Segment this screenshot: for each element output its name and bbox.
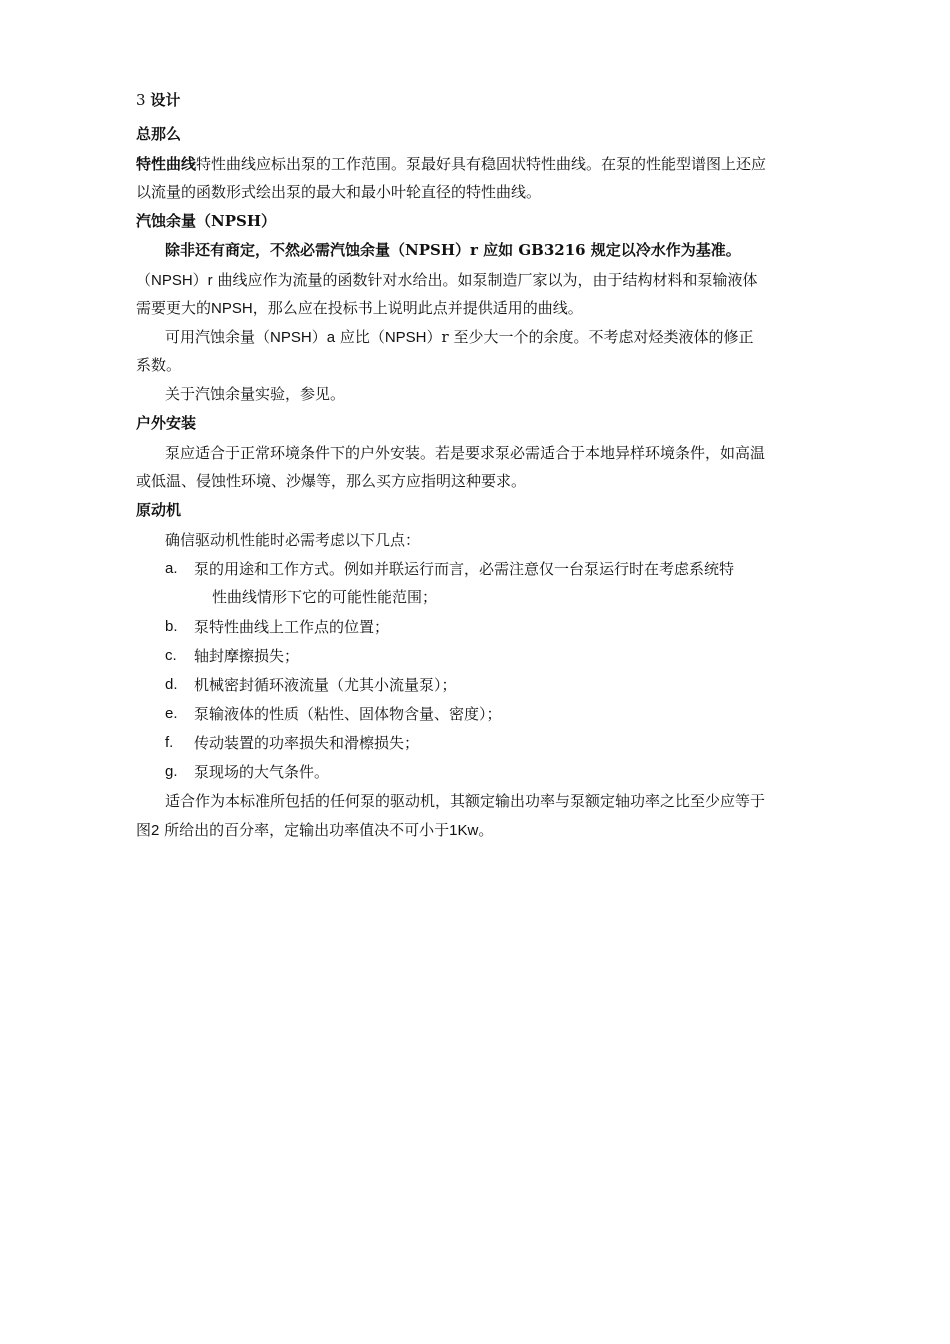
closing-text-a: 图 [136, 821, 152, 839]
npsh-code: NPSH [384, 329, 427, 346]
list-text: 泵输液体的性质（粘性、固体物含量、密度）； [194, 705, 502, 723]
power-value: 1Kw [449, 822, 479, 839]
npsh-p2-text-b: 应比（ [335, 328, 385, 346]
npsh-p1-text: 曲线应作为流量的函数针对水给出。如泵制造厂家以为，由于结构材料和泵输液体 [212, 271, 758, 289]
driver-heading: 原动机 [136, 501, 182, 519]
list-text: 轴封摩擦损失； [194, 647, 300, 665]
list-marker: b. [165, 618, 178, 635]
list-text: 泵现场的大气条件。 [194, 763, 330, 781]
outdoor-line-2: 或低温、侵蚀性环境、沙爆等，那么买方应指明这种要求。 [136, 472, 527, 490]
section-title: 设计 [150, 91, 181, 109]
list-text: 传动装置的功率损失和滑檫损失； [194, 734, 420, 752]
list-text: 泵特性曲线上工作点的位置； [194, 618, 390, 636]
list-marker: g. [165, 763, 178, 780]
list-marker: f. [165, 734, 174, 751]
npsh-p3: 关于汽蚀余量实验，参见。 [165, 385, 346, 403]
driver-intro: 确信驱动机性能时必需考虑以下几点： [165, 531, 421, 549]
outdoor-line-1: 泵应适合于正常环境条件下的户外安装。若是要求泵必需适合于本地异样环境条件，如高温 [165, 444, 766, 462]
outdoor-heading: 户外安装 [136, 414, 197, 432]
list-text-continuation: 性曲线情形下它的可能性能范围； [212, 588, 438, 606]
npsh-heading: 汽蚀余量（NPSH） [136, 212, 276, 230]
npsh-p1-text-b: ，那么应在投标书上说明此点并提供适用的曲线。 [252, 299, 583, 317]
figure-number: 2 [151, 822, 160, 839]
list-text: 机械密封循环液流量（尤其小流量泵）； [194, 676, 457, 694]
npsh-p1-line-1 [136, 270, 757, 291]
npsh-code: NPSH [211, 300, 253, 317]
general-heading: 总那么 [136, 125, 182, 143]
closing-text-b: 所给出的百分率，定输出功率值决不可小于 [159, 821, 450, 839]
list-text: 泵的用途和工作方式。例如并联运行而言，必需注意仅一台泵运行时在考虑系统特 [194, 560, 735, 578]
npsh-p2-text-c: ）r 至少大一个的余度。不考虑对烃类液体的修正 [426, 328, 754, 346]
npsh-p2-line-1 [165, 327, 753, 348]
curve-paragraph-line-1 [136, 154, 766, 174]
npsh-p1-line-2 [136, 298, 583, 319]
list-marker: d. [165, 676, 178, 693]
npsh-bold-line: 除非还有商定，不然必需汽蚀余量（NPSH）r 应如 GB3216 规定以冷水作为基准。 [165, 241, 741, 259]
curve-paragraph-line-2: 以流量的函数形式绘出泵的最大和最小叶轮直径的特性曲线。 [136, 183, 542, 201]
list-marker: e. [165, 705, 178, 722]
npsh-code: （NPSH）r [136, 272, 213, 289]
npsh-p2-text-a: 可用汽蚀余量（ [165, 328, 271, 346]
npsh-p1-text-a: 需要更大的 [136, 299, 212, 317]
list-marker: c. [165, 647, 177, 664]
driver-closing-line-1: 适合作为本标准所包括的任何泵的驱动机，其额定输出功率与泵额定轴功率之比至少应等于 [165, 792, 766, 810]
driver-closing-line-2 [136, 820, 493, 841]
curve-text-1: 特性曲线应标出泵的工作范围。泵最好具有稳固状特性曲线。在泵的性能型谱图上还应 [196, 155, 767, 173]
npsh-p2-line-2: 系数。 [136, 356, 182, 374]
npsh-code: NPSH）a [270, 329, 336, 346]
curve-lead: 特性曲线 [136, 155, 197, 173]
section-number: 3 [136, 91, 146, 109]
section-heading [136, 90, 180, 110]
closing-text-c: 。 [478, 821, 494, 839]
list-marker: a. [165, 560, 178, 577]
